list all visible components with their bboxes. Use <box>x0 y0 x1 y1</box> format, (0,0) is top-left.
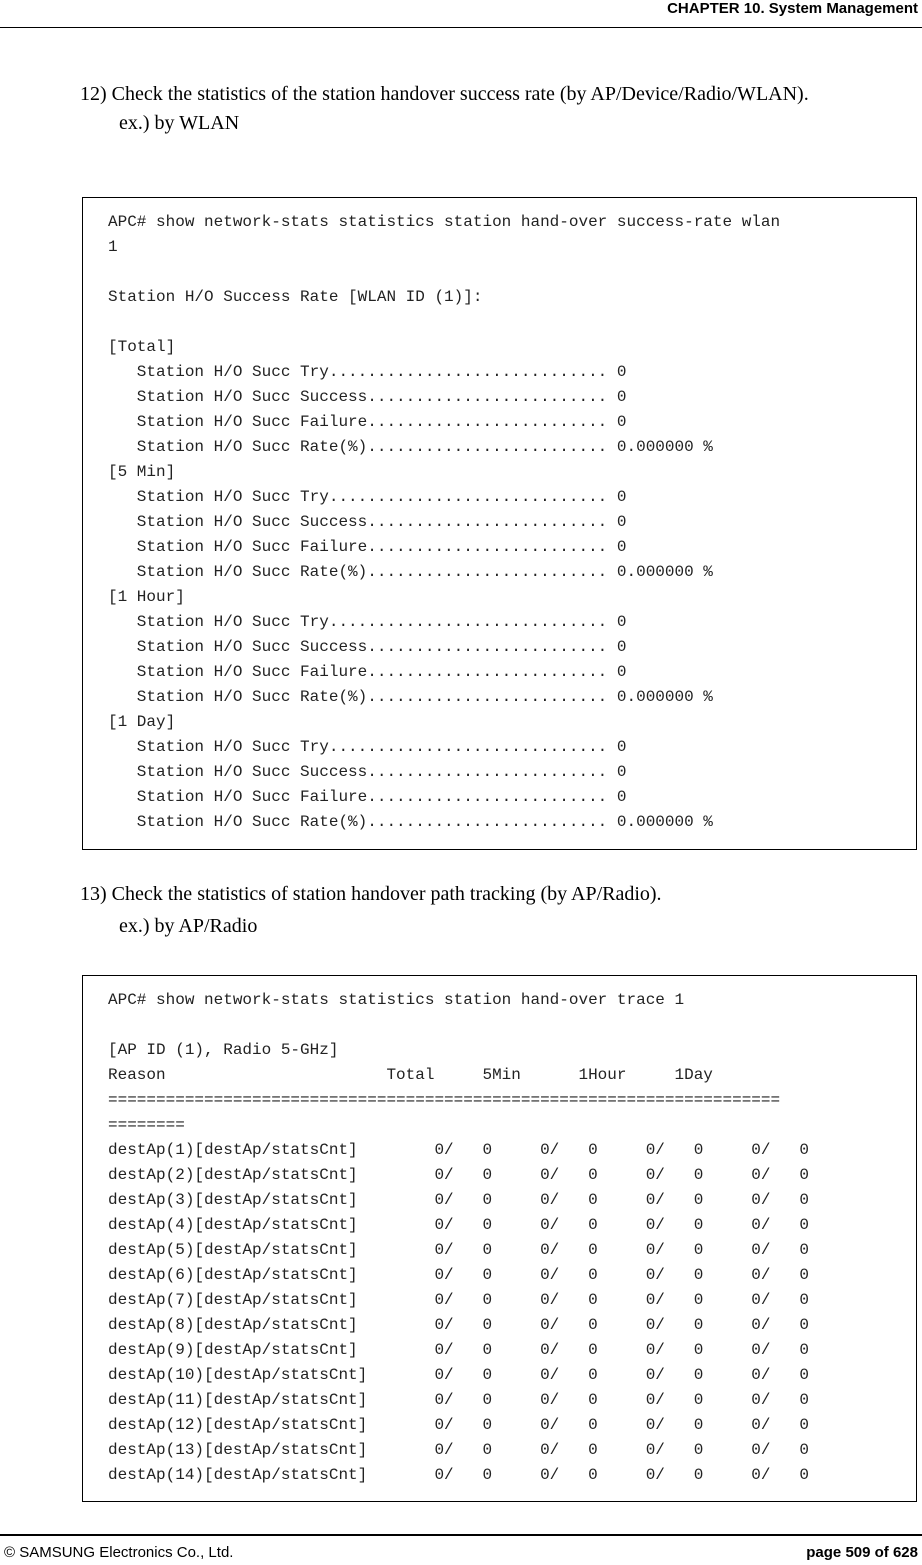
footer-divider <box>0 1534 922 1536</box>
step-12-code-text: APC# show network-stats statistics station hand-over success-rate wlan 1 Station H/O Success Rate [WLAN ID (1)]: [Total] Station H/O Succ Try............................. 0 Station H/O Succ Success......................... 0 Station H/O Succ Failure......................... 0 Station H/O Succ Rate(%)......................... 0.000000 % [5 Min] Station H/O Succ Try............................. 0 Station H/O Succ Success......................... 0 Station H/O Succ Failure......................... 0 Station H/O Succ Rate(%)......................... 0.000000 % [1 Hour] Station H/O Succ Try............................. 0 Station H/O Succ Success......................... 0 Station H/O Succ Failure......................... 0 Station H/O Succ Rate(%)......................... 0.000000 % [1 Day] Station H/O Succ Try............................. 0 Station H/O Succ Success......................... 0 Station H/O Succ Failure......................... 0 Station H/O Succ Rate(%)......................... 0.000000 % <box>108 213 781 831</box>
step-13-code-text: APC# show network-stats statistics station hand-over trace 1 [AP ID (1), Radio 5-GHz] Reason Total 5Min 1Hour 1Day ====================================================================== ======== destAp(1)[destAp/statsCnt] 0/ 0 0/ 0 0/ 0 0/ 0 destAp(2)[destAp/statsCnt] 0/ 0 0/ 0 0/ 0 0/ 0 destAp(3)[destAp/statsCnt] 0/ 0 0/ 0 0/ 0 0/ 0 destAp(4)[destAp/statsCnt] 0/ 0 0/ 0 0/ 0 0/ 0 destAp(5)[destAp/statsCnt] 0/ 0 0/ 0 0/ 0 0/ 0 destAp(6)[destAp/statsCnt] 0/ 0 0/ 0 0/ 0 0/ 0 destAp(7)[destAp/statsCnt] 0/ 0 0/ 0 0/ 0 0/ 0 destAp(8)[destAp/statsCnt] 0/ 0 0/ 0 0/ 0 0/ 0 destAp(9)[destAp/statsCnt] 0/ 0 0/ 0 0/ 0 0/ 0 destAp(10)[destAp/statsCnt] 0/ 0 0/ 0 0/ 0 0/ 0 destAp(11)[destAp/statsCnt] 0/ 0 0/ 0 0/ 0 0/ 0 destAp(12)[destAp/statsCnt] 0/ 0 0/ 0 0/ 0 0/ 0 destAp(13)[destAp/statsCnt] 0/ 0 0/ 0 0/ 0 0/ 0 destAp(14)[destAp/statsCnt] 0/ 0 0/ 0 0/ 0 0/ 0 <box>108 991 809 1484</box>
step-13-code-block <box>82 975 917 1502</box>
footer-copyright: © SAMSUNG Electronics Co., Ltd. <box>4 1544 234 1561</box>
step-13-heading: 13) Check the statistics of station handover path tracking (by AP/Radio). <box>80 883 662 905</box>
step-12-heading: 12) Check the statistics of the station handover success rate (by AP/Device/Radio/WLAN). <box>80 83 809 105</box>
step-13-example-label: ex.) by AP/Radio <box>119 915 258 937</box>
footer-page-number: page 509 of 628 <box>806 1544 918 1561</box>
header-divider <box>0 27 922 28</box>
chapter-title: CHAPTER 10. System Management <box>667 0 918 17</box>
step-12-example-label: ex.) by WLAN <box>119 112 240 134</box>
step-12-code-block <box>82 197 917 850</box>
